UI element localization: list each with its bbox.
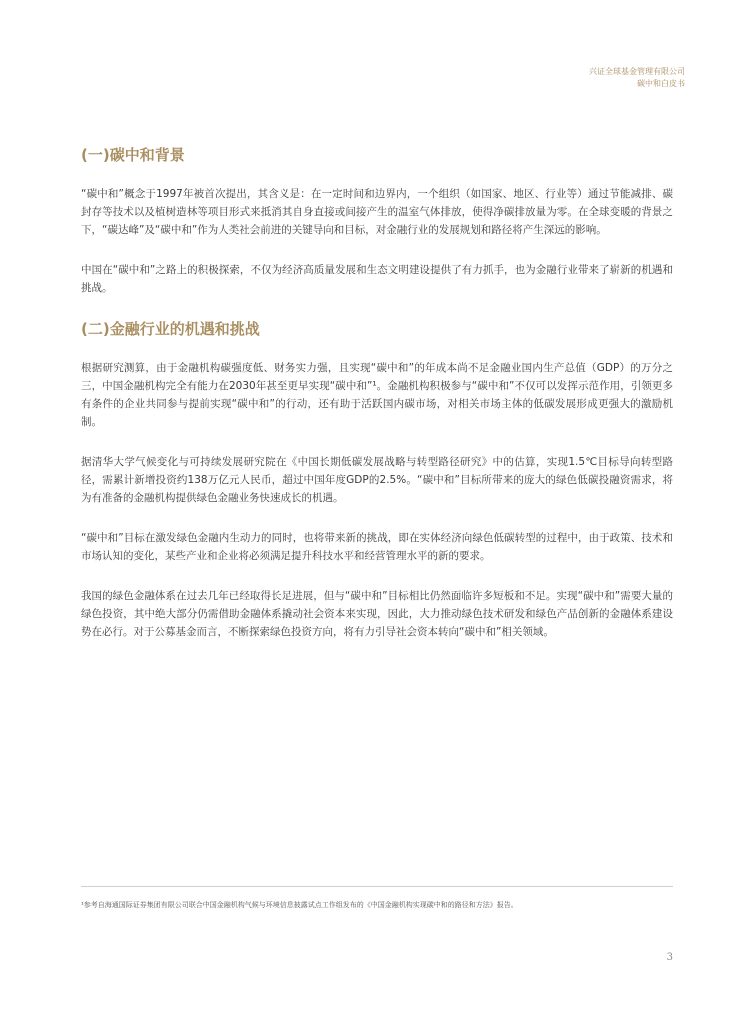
footnote: ¹参考自海通国际证券集团有限公司联合中国金融机构气候与环境信息披露试点工作组发布的《中国金融机构实现碳中和的路径和方法》报告。 (81, 901, 518, 909)
header-company: 兴证全球基金管理有限公司 (589, 67, 685, 76)
paragraph: “碳中和”概念于1997年被首次提出，其含义是：在一定时间和边界内，一个组织（如国家、地区、行业等）通过节能减排、碳封存等技术以及植树造林等项目形式来抵消其自身直接或间接产生的温室气体排放，使得净碳排放量为零。在全球变暖的背景之下，“碳达峰”及“碳中和”作为人类社会前进的关键导向和目标，对金融行业的发展规划和路径将产生深远的影响。 (81, 188, 673, 236)
section-heading-finance-opportunities: (二)金融行业的机遇和挑战 (81, 320, 260, 338)
paragraph: 中国在“碳中和”之路上的积极探索，不仅为经济高质量发展和生态文明建设提供了有力抓手，也为金融行业带来了崭新的机遇和挑战。 (81, 264, 673, 294)
paragraph: 我国的绿色金融体系在过去几年已经取得长足进展，但与“碳中和”目标相比仍然面临许多短板和不足。实现“碳中和”需要大量的绿色投资，其中绝大部分仍需借助金融体系撬动社会资本来实现，因此，大力推动绿色技术研发和绿色产品创新的金融体系建设势在必行。对于公募基金而言，不断探索绿色投资方向，将有力引导社会资本转向“碳中和”相关领域。 (81, 590, 673, 638)
footnote-divider (81, 886, 673, 887)
paragraph: 根据研究测算，由于金融机构碳强度低、财务实力强，且实现“碳中和”的年成本尚不足金融业国内生产总值（GDP）的万分之三，中国金融机构完全有能力在2030年甚至更早实现“碳中和”¹。金融机构积极参与“碳中和”不仅可以发挥示范作用，引领更多有条件的企业共同参与提前实现“碳中和”的行动，还有助于活跃国内碳市场，对相关市场主体的低碳发展形成更强大的激励机制。 (81, 362, 673, 428)
paragraph: “碳中和”目标在激发绿色金融内生动力的同时，也将带来新的挑战，即在实体经济向绿色低碳转型的过程中，由于政策、技术和市场认知的变化，某些产业和企业将必须满足提升科技水平和经营管理水平的新的要求。 (81, 532, 673, 562)
header-doc-title: 碳中和白皮书 (637, 79, 685, 88)
section-heading-carbon-neutral-background: (一)碳中和背景 (81, 146, 185, 164)
page-header (589, 66, 685, 90)
paragraph: 据清华大学气候变化与可持续发展研究院在《中国长期低碳发展战略与转型路径研究》中的估算，实现1.5℃目标导向转型路径，需累计新增投资约138万亿元人民币，超过中国年度GDP的2.5%。“碳中和”目标所带来的庞大的绿色低碳投融资需求，将为有准备的金融机构提供绿色金融业务快速成长的机遇。 (81, 456, 673, 504)
page-number: 3 (666, 952, 673, 963)
main-content (81, 145, 673, 663)
